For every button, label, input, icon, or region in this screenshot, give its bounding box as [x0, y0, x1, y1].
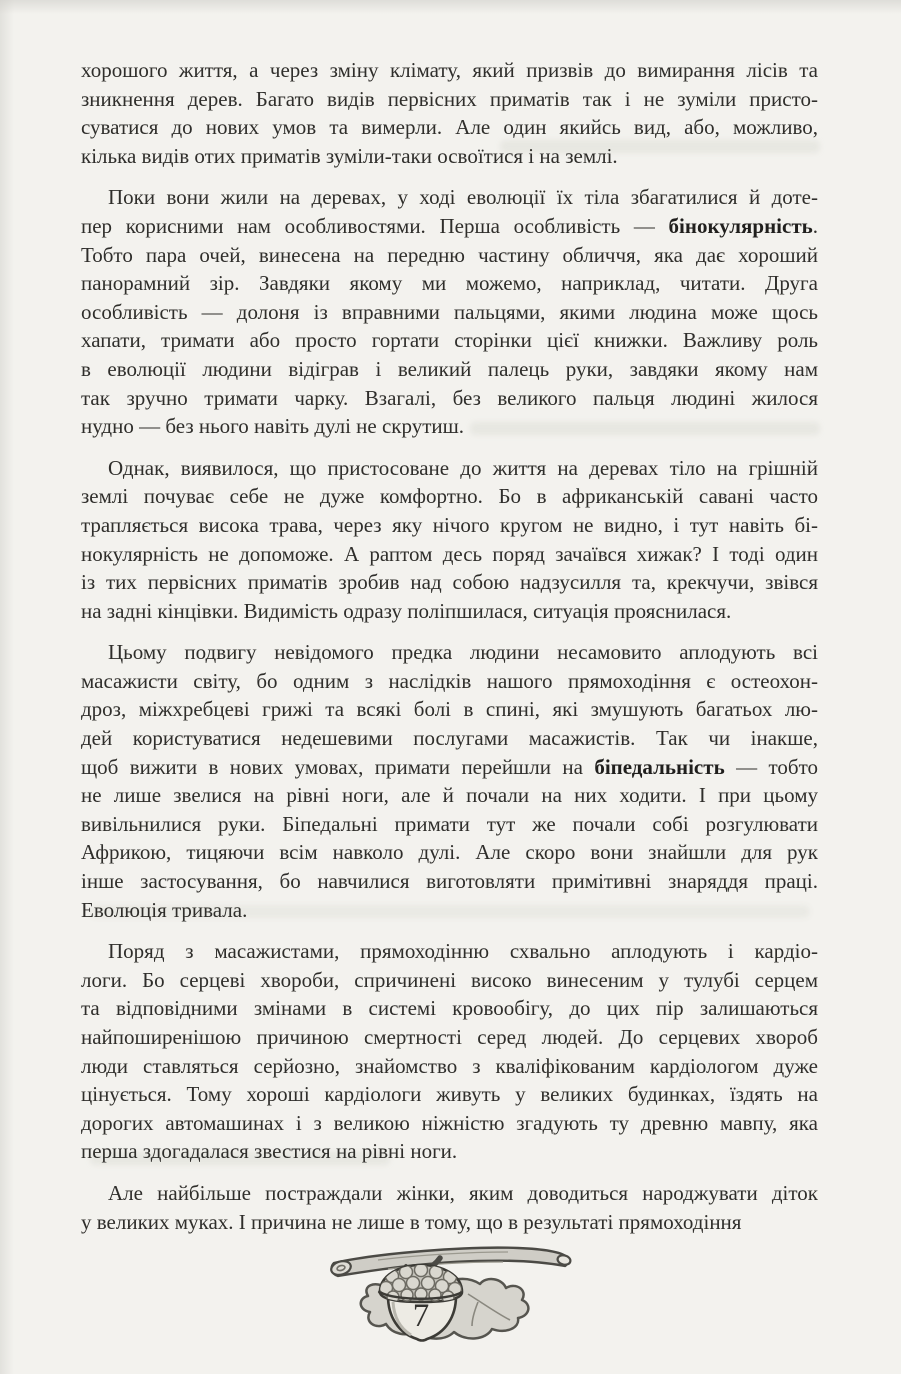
text-line: інше застосування, бо навчилися виготовляти примітивні знаряддя праці.: [81, 869, 818, 894]
text-line: Однак, виявилося, що пристосоване до життя на деревах тіло на грішній: [108, 455, 818, 480]
text-line: зникнення дерев. Багато видів первісних приматів так і не зуміли присто-: [81, 86, 818, 111]
acorn-twig-illustration: [318, 1236, 580, 1354]
text-line: Африкою, тицяючи всім навколо дулі. Але скоро вони знайшли для рук: [81, 840, 818, 865]
text-line: Але найбільше постраждали жінки, яким доводиться народжувати діток: [108, 1180, 818, 1205]
text-line: землі почуває себе не дуже комфортно. Бо в африканській савані часто: [81, 484, 818, 509]
text-line: щоб вижити в нових умовах, примати перейшли на біпедальність — тобто: [81, 754, 818, 779]
text-line: та відповідними змінами в системі кровообігу, до цих пір залишаються: [81, 996, 818, 1021]
text-line: Еволюція тривала.: [81, 897, 248, 922]
text-line: Тобто пара очей, винесена на передню частину обличчя, яка дає хороший: [81, 242, 818, 267]
scan-edge-top: [0, 0, 901, 14]
text-line: логи. Бо серцеві хвороби, спричинені високо винесеним у тулубі серцем: [81, 967, 818, 992]
text-line: кілька видів отих приматів зуміли-таки освоїтися і на землі.: [81, 143, 618, 168]
acorn-vignette: [318, 1236, 580, 1354]
paragraph: [81, 56, 818, 170]
text-line: нудно — без нього навіть дулі не скрутиш.: [81, 414, 465, 439]
text-line: у великих муках. І причина не лише в тому, що в результаті прямоходіння: [81, 1209, 742, 1234]
text-line: так зручно тримати чарку. Взагалі, без великого пальця людині жилося: [81, 385, 818, 410]
text-line: нокулярність не допоможе. А раптом десь поряд зачаївся хижак? І тоді один: [81, 541, 818, 566]
text-line: хорошого життя, а через зміну клімату, який призвів до вимирання лісів та: [81, 58, 818, 82]
text-line: особливість — долоня із вправними пальцями, якими людина може щось: [81, 299, 818, 324]
text-line: із тих первісних приматів зробив над собою надзусилля та, крекчучи, звівся: [81, 570, 818, 595]
text-line: хапати, тримати або просто гортати сторінки цієї книжки. Важливу роль: [81, 328, 818, 353]
page-number: 7: [412, 1298, 430, 1334]
text-line: на задні кінцівки. Видимість одразу поліпшилася, ситуація прояснилася.: [81, 598, 732, 623]
text-line: пер корисними нам особливостями. Перша особливість — бінокулярність.: [81, 213, 818, 238]
scan-edge-left: [0, 0, 14, 1374]
text-line: в еволюції людини відіграв і великий палець руки, завдяки якому нам: [81, 356, 818, 381]
text-line: люди ставляться серйозно, знайомство з кваліфікованим кардіологом дуже: [81, 1053, 818, 1078]
text-line: панорамний зір. Завдяки якому ми можемо, наприклад, читати. Друга: [81, 271, 818, 296]
paragraph: [81, 454, 818, 626]
text-line: дорогих автомашинах і з великою ніжністю згадують ту древню мавпу, яка: [81, 1110, 818, 1135]
paragraph: [81, 183, 818, 440]
text-line: перша здогадалася звестися на рівні ноги.: [81, 1139, 458, 1164]
text-line: трапляється висока трава, через яку нічого кругом не видно, і тут навіть бі-: [81, 512, 818, 537]
text-line: Цьому подвигу невідомого предка людини несамовито аплодують всі: [108, 640, 818, 665]
text-line: Поки вони жили на деревах, у ході еволюції їх тіла збагатилися й доте-: [108, 185, 818, 210]
text-line: найпоширенішою причиною смертності серед людей. До серцевих хвороб: [81, 1025, 818, 1049]
text-line: масажисти світу, бо одним з наслідків нашого прямоходіння є остеохон-: [81, 668, 818, 693]
text-block: [81, 56, 818, 1236]
text-line: дей користуватися недешевими послугами масажистів. Так чи інакше,: [81, 726, 818, 751]
text-line: вивільнилися руки. Біпедальні примати тут же почали собі розгулювати: [81, 811, 818, 836]
text-line: цінується. Тому хороші кардіологи живуть у великих будинках, їздять на: [81, 1082, 818, 1107]
paragraph: [81, 937, 818, 1166]
text-line: дроз, міжхребцеві грижі та всякі болі в спині, які змушують багатьох лю-: [81, 697, 818, 722]
text-line: суватися до нових умов та вимерли. Але один якийсь вид, або, можливо,: [81, 115, 818, 140]
text-line: не лише звелися на рівні ноги, але й почали на них ходити. І при цьому: [81, 783, 818, 808]
text-line: Поряд з масажистами, прямоходінню схвально аплодують і кардіо-: [108, 939, 818, 964]
paragraph: [81, 638, 818, 924]
paragraph: [81, 1179, 818, 1236]
